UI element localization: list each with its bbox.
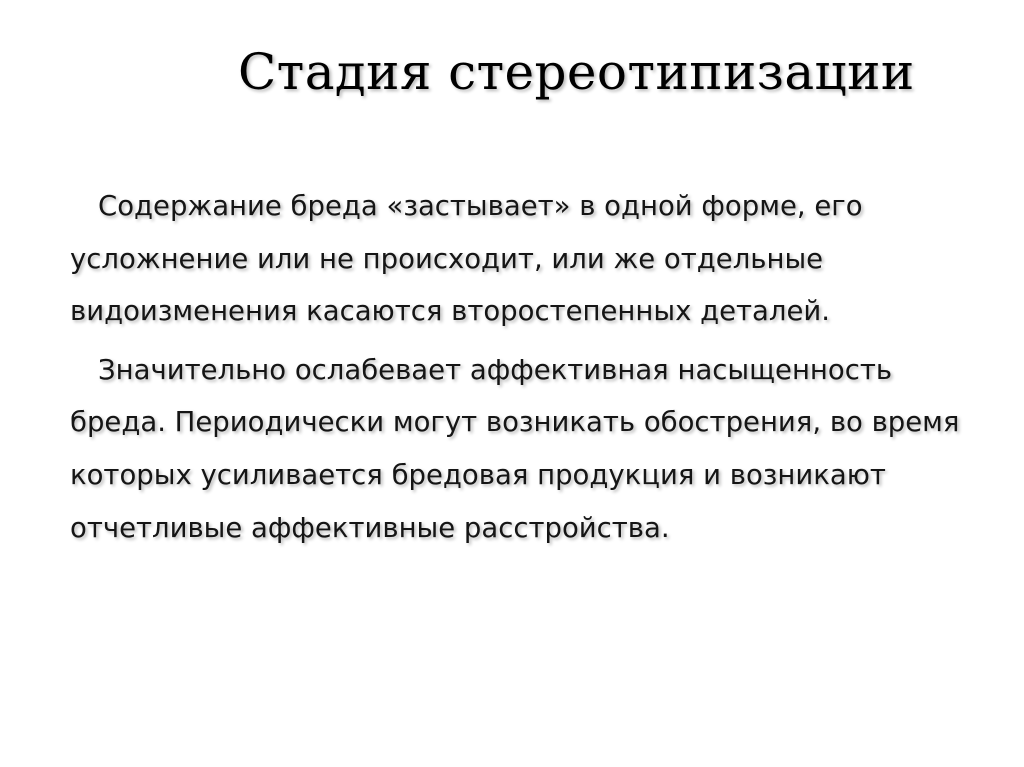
slide-title: Стадия стереотипизации [238,43,915,101]
body-paragraph-1: Содержание бреда «застывает» в одной форме, его усложнение или не происходит, или же отдельные видоизменения касаются второстепенных деталей. [70,190,863,328]
body-paragraph-2: Значительно ослабевает аффективная насыщенность бреда. Периодически могут возникать обострения, во время которых усиливается бредовая продукция и возникают отчетливые аффективные расстройства. [70,353,960,544]
slide-body [70,180,970,554]
